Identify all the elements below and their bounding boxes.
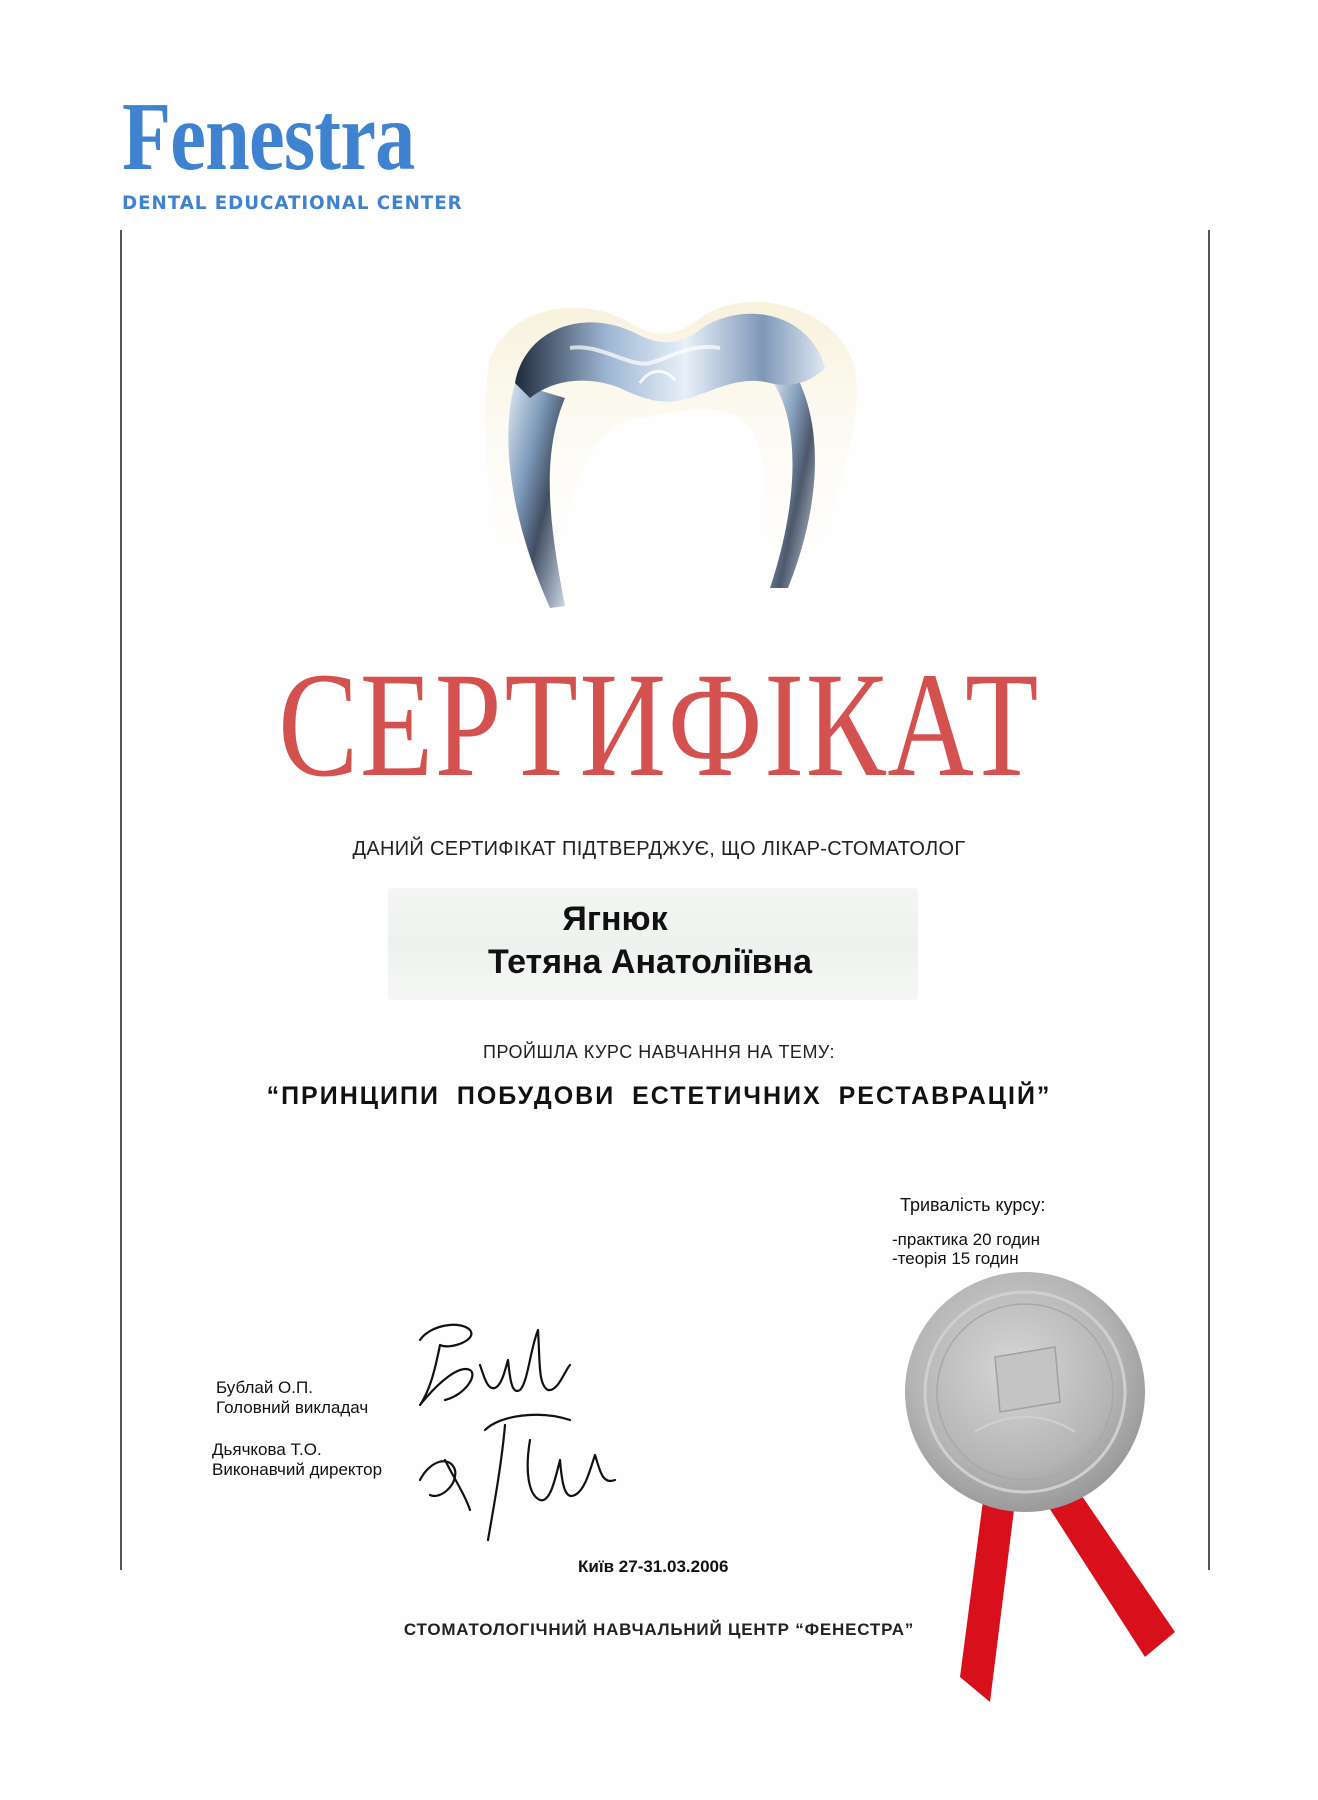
tooth-icon — [470, 288, 870, 618]
footer-org: СТОМАТОЛОГІЧНИЙ НАВЧАЛЬНИЙ ЦЕНТР “ФЕНЕСТРА” — [403, 1620, 915, 1639]
signer-1-role: Головний викладач — [216, 1397, 369, 1417]
signer-2-role: Виконавчий директор — [212, 1459, 383, 1479]
logo-name: Fenestra — [122, 83, 415, 191]
course-duration — [892, 1195, 1045, 1269]
signature-2-icon — [410, 1400, 630, 1550]
place-date: Київ 27-31.03.2006 — [578, 1557, 729, 1576]
course-title: “ПРИНЦИПИ ПОБУДОВИ ЕСТЕТИЧНИХ РЕСТАВРАЦІЙ” — [266, 1082, 1052, 1110]
frame-line-right — [1208, 230, 1210, 1570]
logo-subtitle: DENTAL EDUCATIONAL CENTER — [122, 192, 463, 214]
logo — [122, 83, 512, 214]
signer-1-name: Бублай О.П. — [216, 1378, 313, 1397]
duration-practice: -практика 20 годин — [892, 1229, 1041, 1249]
confirm-text: ДАНИЙ СЕРТИФІКАТ ПІДТВЕРДЖУЄ, ЩО ЛІКАР-СТОМАТОЛОГ — [352, 838, 966, 860]
recipient-given-names: Тетяна Анатоліївна — [488, 943, 812, 981]
signer-2-name: Дьячкова Т.О. — [212, 1440, 322, 1459]
passed-text: ПРОЙШЛА КУРС НАВЧАННЯ НА ТЕМУ: — [483, 1042, 835, 1062]
duration-title: Тривалість курсу: — [900, 1195, 1046, 1215]
certificate-title: СЕРТИФІКАТ — [278, 642, 1040, 808]
duration-theory: -теорія 15 годин — [892, 1249, 1019, 1269]
recipient-surname: Ягнюк — [562, 900, 668, 938]
signer-1 — [216, 1378, 368, 1417]
signer-2 — [212, 1440, 382, 1479]
frame-line-left — [120, 230, 122, 1570]
